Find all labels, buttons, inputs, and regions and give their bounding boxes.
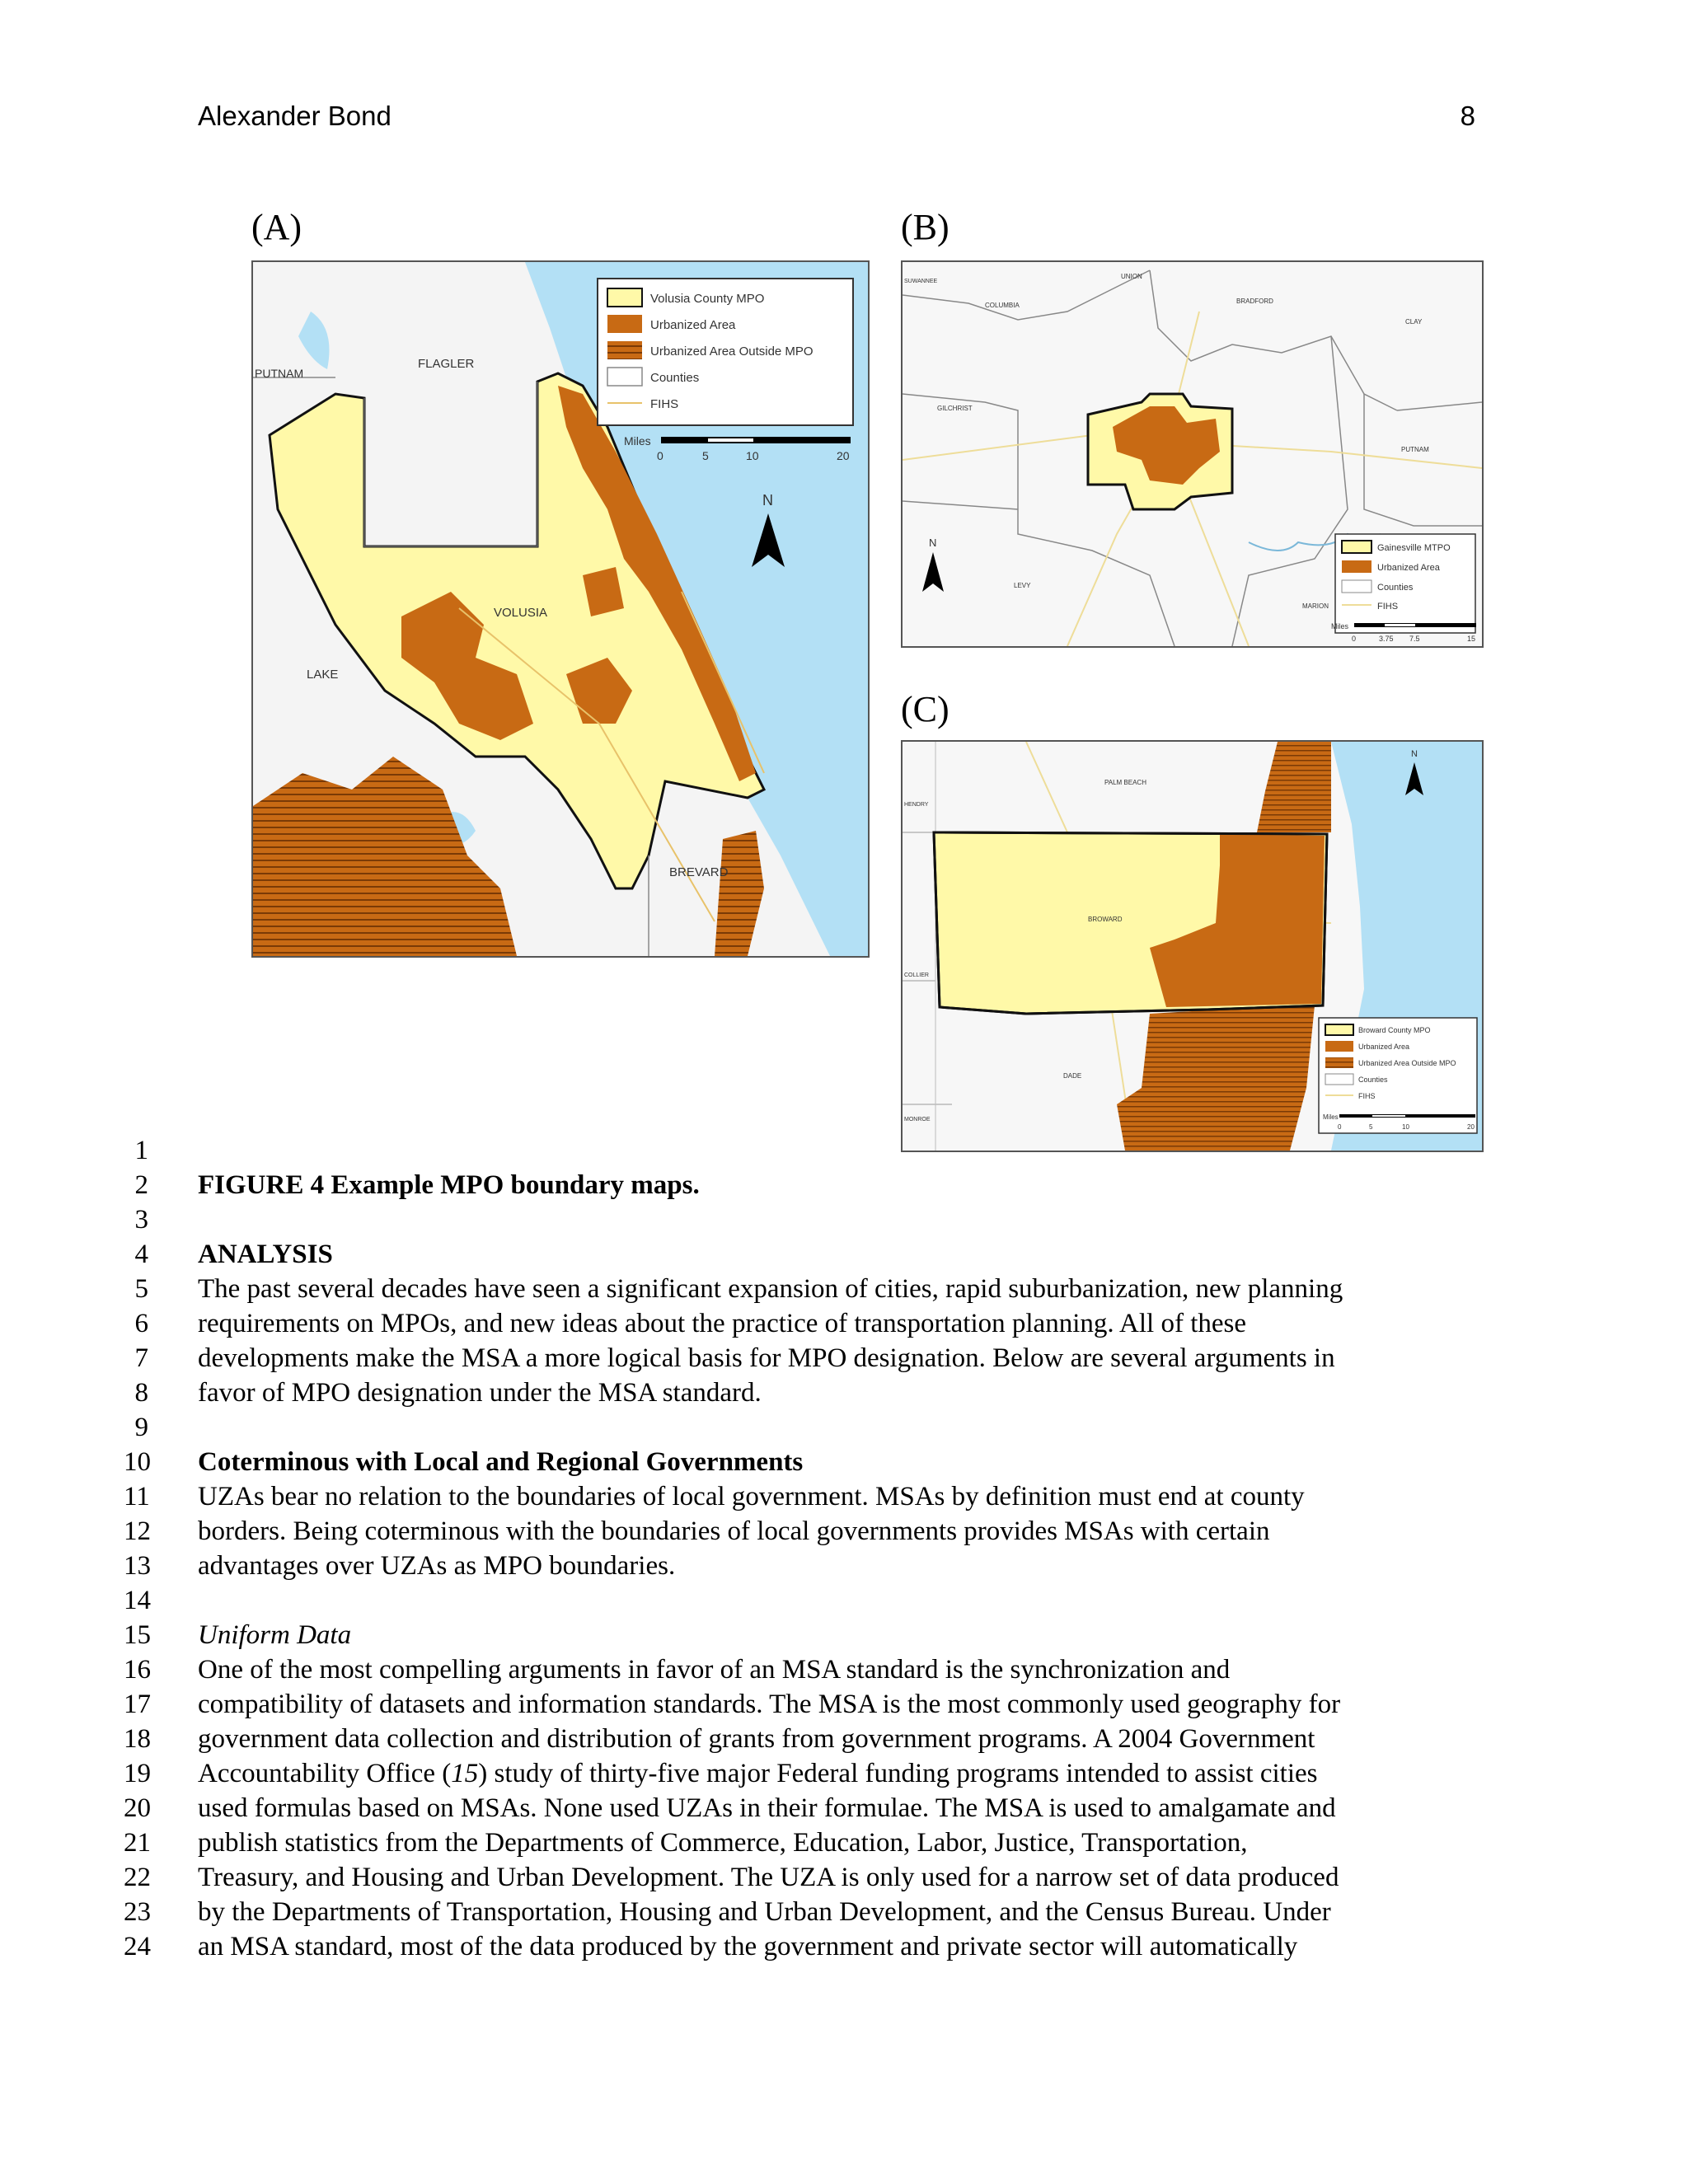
place-label: COLLIER [904,972,929,978]
map-legend [1335,534,1475,633]
map-volusia [251,260,870,958]
line-number: 20 [124,1793,151,1823]
scale-tick: 0 [1338,1123,1342,1131]
running-header-author: Alexander Bond [198,101,392,131]
panel-label-b: (B) [901,207,950,247]
line-number: 8 [134,1378,148,1408]
line-number: 16 [124,1655,151,1685]
place-label: BREVARD [669,865,729,879]
line-number: 18 [124,1724,151,1754]
figure-caption: FIGURE 4 Example MPO boundary maps. [198,1170,700,1200]
place-label: PUTNAM [1401,446,1429,453]
body-text: ) study of thirty-five major Federal funding programs intended to assist cities [478,1759,1318,1788]
body-line: borders. Being coterminous with the boundaries of local governments provides MSAs with certain [198,1516,1270,1546]
legend-label: Urbanized Area [650,318,736,332]
scale-tick: 5 [702,449,709,462]
body-line: favor of MPO designation under the MSA standard. [198,1378,762,1408]
map-broward [901,740,1484,1152]
map-legend [598,279,853,425]
scale-title: Miles [1323,1113,1339,1121]
legend-label: Urbanized Area Outside MPO [1358,1059,1456,1067]
scale-title: Miles [1331,622,1349,630]
line-number: 21 [124,1828,151,1858]
body-line: by the Departments of Transportation, Housing and Urban Development, and the Census Bureau. Under [198,1897,1331,1927]
line-number: 6 [134,1309,148,1338]
line-number: 9 [134,1413,148,1442]
place-label: LEVY [1014,582,1031,589]
scale-tick: 5 [1369,1123,1373,1131]
line-number: 14 [124,1586,151,1615]
line-number: 10 [124,1447,151,1477]
legend-label: Gainesville MTPO [1377,543,1451,553]
legend-label: Counties [650,371,700,385]
line-number: 11 [124,1482,150,1511]
body-line: publish statistics from the Departments of Commerce, Education, Labor, Justice, Transportation, [198,1828,1248,1858]
line-number: 15 [124,1620,151,1650]
scale-tick: 20 [837,449,850,462]
legend-label: Broward County MPO [1358,1026,1431,1034]
place-label: BRADFORD [1236,298,1273,305]
place-label: SUWANNEE [904,279,938,284]
panel-label-a: (A) [251,207,302,247]
scale-tick: 3.75 [1379,635,1394,643]
north-label: N [762,492,773,509]
place-label: PALM BEACH [1104,779,1146,786]
place-label: HENDRY [904,802,929,808]
line-number: 22 [124,1863,151,1892]
line-number: 13 [124,1551,151,1581]
line-number: 5 [134,1274,148,1304]
place-label: DADE [1063,1072,1082,1080]
scale-tick: 0 [657,449,663,462]
line-number: 23 [124,1897,151,1927]
citation-number: 15 [451,1759,479,1788]
line-number: 7 [134,1343,148,1373]
subsection-heading-uniform-data: Uniform Data [198,1620,352,1650]
line-number: 2 [134,1170,148,1200]
panel-label-c: (C) [901,689,950,729]
line-number: 12 [124,1516,151,1546]
body-line: an MSA standard, most of the data produced by the government and private sector will automatically [198,1932,1298,1961]
place-label: BROWARD [1088,916,1123,923]
body-line [198,1759,1317,1789]
north-label: N [1411,749,1418,759]
place-label: LAKE [307,668,339,682]
body-line: One of the most compelling arguments in favor of an MSA standard is the synchronization and [198,1655,1231,1685]
scale-tick: 20 [1467,1123,1475,1131]
body-line: UZAs bear no relation to the boundaries of local government. MSAs by definition must end at county [198,1482,1305,1511]
place-label: UNION [1121,273,1142,280]
body-line: Treasury, and Housing and Urban Development. The UZA is only used for a narrow set of data produced [198,1863,1339,1892]
place-label: FLAGLER [418,357,475,371]
place-label: PUTNAM [255,367,304,380]
section-heading-analysis: ANALYSIS [198,1240,333,1269]
place-label: MARION [1302,602,1329,610]
body-line: developments make the MSA a more logical basis for MPO designation. Below are several arguments in [198,1343,1335,1373]
line-number: 1 [134,1136,148,1165]
legend-label: FIHS [1377,602,1399,612]
body-line: used formulas based on MSAs. None used UZAs in their formulae. The MSA is used to amalgamate and [198,1793,1336,1823]
legend-label: Counties [1358,1076,1388,1084]
body-text: Accountability Office ( [198,1759,452,1788]
line-number: 17 [124,1690,151,1719]
legend-label: Urbanized Area [1377,563,1440,573]
place-label: CLAY [1405,318,1423,326]
scale-tick: 10 [1402,1123,1409,1131]
legend-label: Urbanized Area Outside MPO [650,344,814,359]
scale-tick: 15 [1467,635,1476,643]
body-line: requirements on MPOs, and new ideas about the practice of transportation planning. All of these [198,1309,1247,1338]
scale-title: Miles [624,434,651,448]
subsection-heading-coterminous: Coterminous with Local and Regional Governments [198,1447,804,1477]
legend-label: Volusia County MPO [650,292,765,306]
body-line: advantages over UZAs as MPO boundaries. [198,1551,676,1581]
legend-label: FIHS [650,397,679,411]
scale-tick: 0 [1352,635,1357,643]
line-number: 24 [124,1932,151,1961]
place-label: COLUMBIA [985,302,1020,309]
map-gainesville [901,260,1484,648]
place-label: VOLUSIA [494,606,548,620]
legend-label: FIHS [1358,1092,1376,1100]
place-label: GILCHRIST [937,405,973,412]
line-number: 19 [124,1759,151,1788]
place-label: MONROE [904,1117,931,1122]
legend-label: Counties [1377,583,1414,593]
scale-tick: 7.5 [1409,635,1420,643]
north-label: N [929,537,937,549]
line-number: 4 [134,1240,148,1269]
line-number: 3 [134,1205,148,1235]
body-line: compatibility of datasets and information standards. The MSA is the most commonly used geography for [198,1690,1341,1719]
page-number: 8 [1460,101,1475,131]
body-line: government data collection and distribution of grants from government programs. A 2004 Government [198,1724,1315,1754]
body-line: The past several decades have seen a significant expansion of cities, rapid suburbanization, new planning [198,1274,1343,1304]
legend-label: Urbanized Area [1358,1043,1410,1051]
scale-tick: 10 [746,449,759,462]
